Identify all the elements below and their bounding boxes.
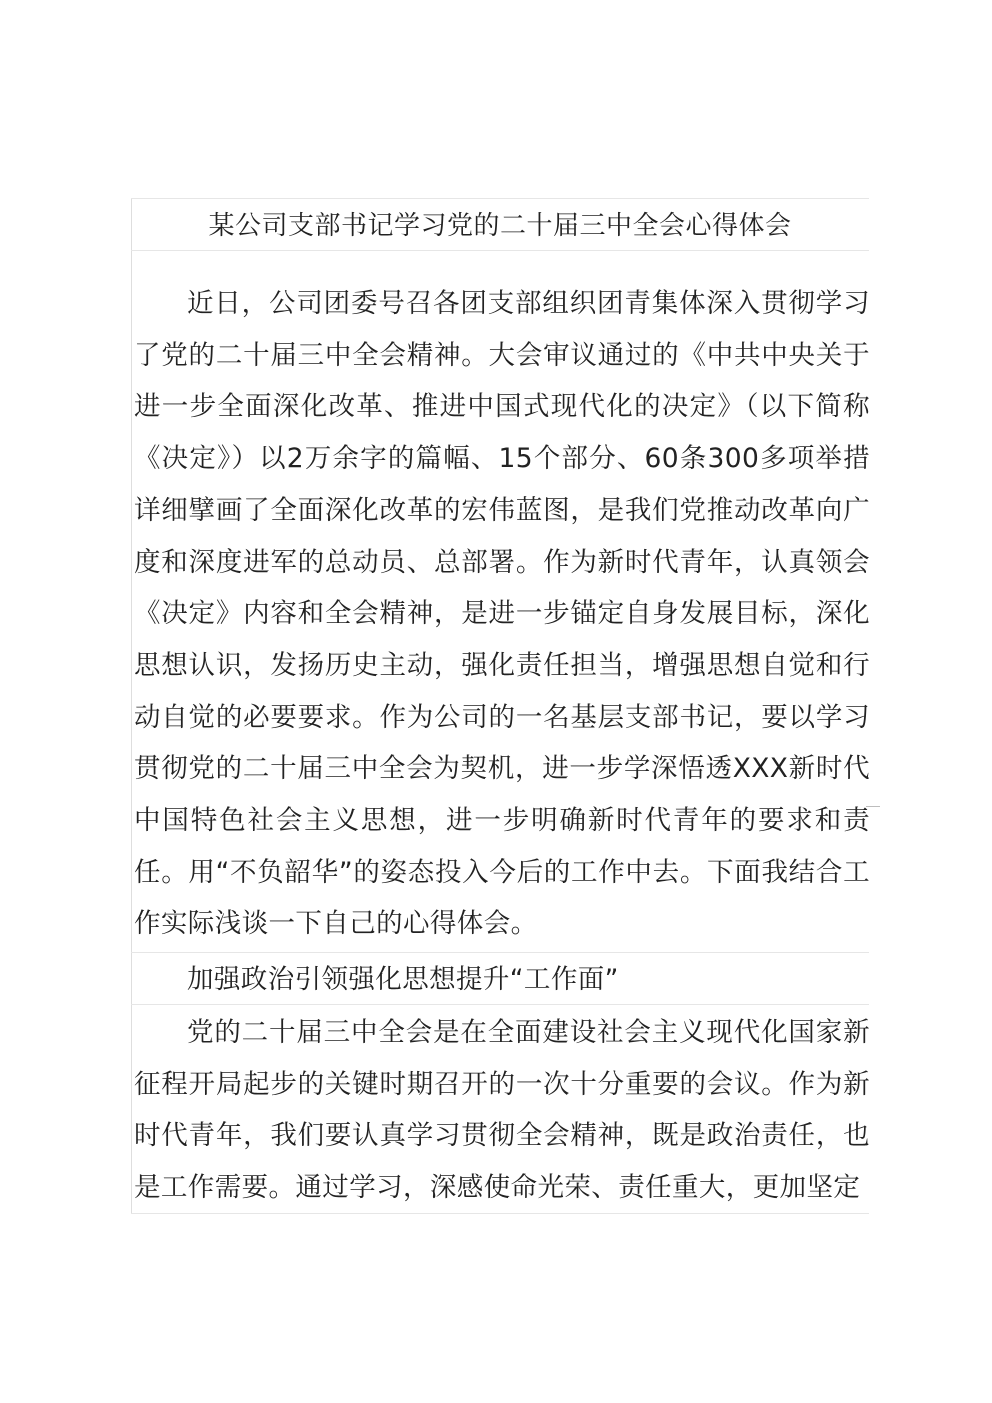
section-heading: 加强政治引领强化思想提升“工作面” [187,964,619,995]
frame-left-border [131,198,132,1214]
divider-above-heading [131,952,869,953]
divider-under-title [131,250,869,251]
section-paragraph: 党的二十届三中全会是在全面建设社会主义现代化国家新征程开局起步的关键时期召开的一次十分重要的会议。作为新时代青年，我们要认真学习贯彻全会精神，既是政治责任，也是工作需要。通过学习，深感使命光荣、责任重大，更加坚定 [134,1017,870,1204]
divider-top [131,198,869,199]
intro-paragraph: 近日，公司团委号召各团支部组织团青集体深入贯彻学习了党的二十届三中全会精神。大会审议通过的《中共中央关于进一步全面深化改革、推进中国式现代化的决定》（以下简称《决定》）以2万余字的篇幅、15个部分、60条300多项举措详细擘画了全面深化改革的宏伟蓝图，是我们党推动改革向广度和深度进军的总动员、总部署。作为新时代青年，认真领会《决定》内容和全会精神，是进一步锚定自身发展目标，深化思想认识，发扬历史主动，强化责任担当，增强思想自觉和行动自觉的必要要求。作为公司的一名基层支部书记，要以学习贯彻党的二十届三中全会为契机，进一步学深悟透XXX新时代中国特色社会主义思想，进一步明确新时代青年的要求和责任。用“不负韶华”的姿态投入今后的工作中去。下面我结合工作实际浅谈一下自己的心得体会。 [134,288,870,940]
document-title: 某公司支部书记学习党的二十届三中全会心得体会 [208,211,792,241]
divider-bottom [131,1213,869,1214]
divider-under-heading [131,1004,869,1005]
